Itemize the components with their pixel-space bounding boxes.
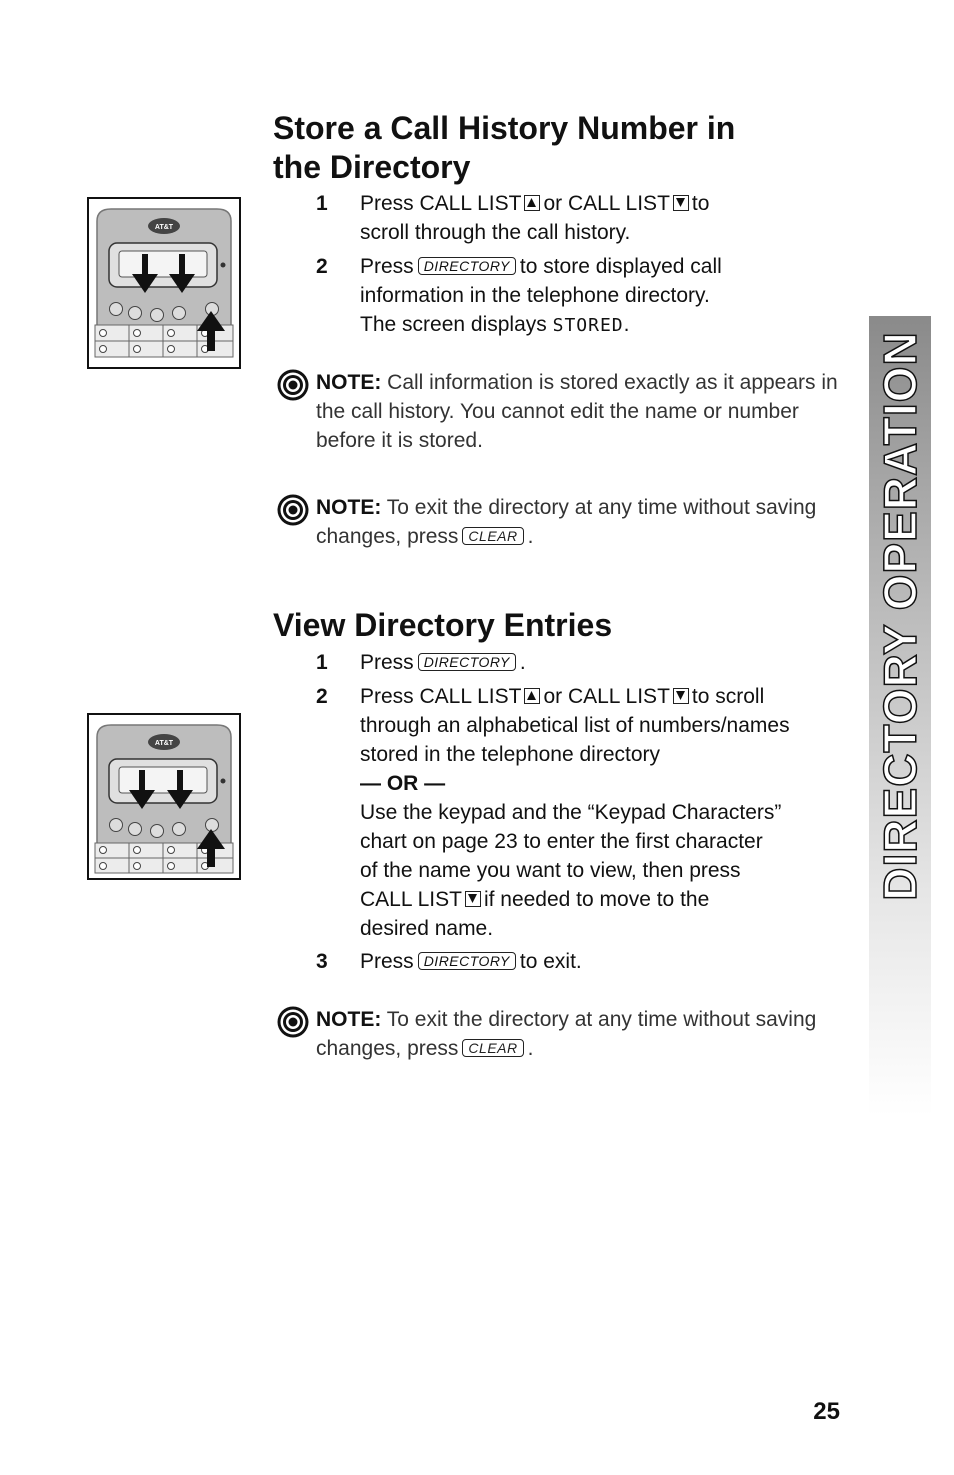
phone-button (129, 823, 142, 836)
phone-illustration-1 (87, 197, 241, 369)
phone-button (151, 825, 164, 838)
directory-key: DIRECTORY (418, 653, 516, 671)
svg-text:AT&T: AT&T (154, 224, 174, 231)
directory-key: DIRECTORY (418, 257, 516, 275)
directory-key: DIRECTORY (418, 952, 516, 970)
phone-diagram-1 (89, 199, 239, 367)
page-number: 25 (813, 1398, 840, 1425)
down-arrow-key-icon (465, 891, 481, 907)
section-title-view-directory: View Directory Entries (273, 607, 613, 643)
phone-button (206, 819, 219, 832)
svg-text:AT&T: AT&T (154, 740, 174, 747)
or-divider: — OR — (360, 772, 446, 795)
phone-illustration-2 (87, 713, 241, 880)
note-target-icon (276, 368, 310, 402)
phone-button (173, 823, 186, 836)
down-arrow-key-icon (673, 195, 689, 211)
section-title-store-call-history: Store a Call History Number in the Directory (273, 110, 736, 185)
down-arrow-key-icon (673, 688, 689, 704)
side-tab-label: DIRECTORY OPERATION (874, 331, 926, 901)
clear-key: CLEAR (462, 527, 523, 545)
phone-button (151, 309, 164, 322)
clear-key: CLEAR (462, 1039, 523, 1057)
phone-button (129, 307, 142, 320)
note-target-icon (276, 1005, 310, 1039)
phone-button (110, 819, 123, 832)
note-target-icon (276, 493, 310, 527)
phone-button (173, 307, 186, 320)
up-arrow-key-icon (524, 195, 540, 211)
phone-diagram-2 (89, 715, 239, 878)
side-tab (869, 316, 931, 1116)
lcd-stored-text: STORED (552, 315, 624, 336)
up-arrow-key-icon (524, 688, 540, 704)
phone-button (110, 303, 123, 316)
